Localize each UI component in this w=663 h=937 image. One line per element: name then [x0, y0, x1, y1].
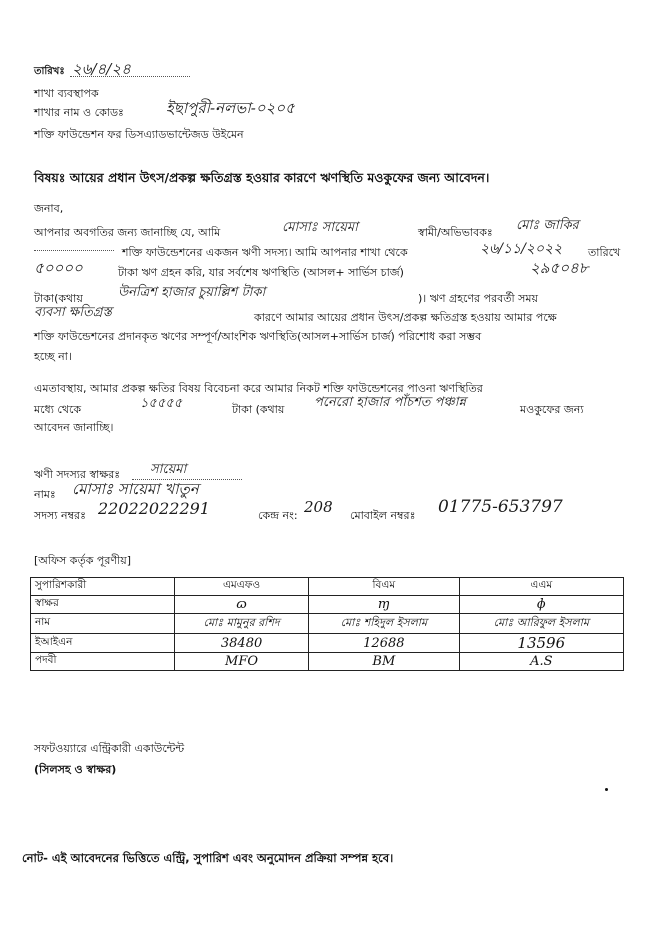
- mfo-designation: MFO: [175, 653, 309, 671]
- p1-balance-words: উনত্রিশ হাজার চুয়াল্লিশ টাকা: [118, 285, 266, 300]
- center-value: 208: [304, 498, 333, 516]
- p2-text-a: এমতাবস্থায়, আমার প্রকল্প ক্ষতির বিষয় বিবেচনা করে আমার নিকট শক্তি ফাউন্ডেশনের পাওনা ঋণস্থিতির: [34, 382, 483, 395]
- member-name-value: মোসাঃ সায়েমা খাতুন: [72, 480, 199, 498]
- p1-reason: ব্যবসা ক্ষতিগ্রস্ত: [34, 305, 112, 320]
- subject-line: বিষয়ঃ আয়ের প্রধান উৎস/প্রকল্প ক্ষতিগ্রস্ত হওয়ার কারণে ঋণস্থিতি মওকুফের জন্য আবেদন।: [34, 170, 490, 185]
- am-designation: A.S: [459, 653, 623, 671]
- table-row-name: [31, 614, 624, 634]
- bm-signature: ɱ: [309, 596, 459, 614]
- p1-blank-line: [34, 250, 114, 251]
- member-no-label: সদস্য নম্বরঃ: [34, 509, 86, 522]
- row-label-signature: স্বাক্ষর: [31, 596, 175, 614]
- date-underline: [70, 76, 190, 77]
- date-value: ২৬/৪/২৪: [72, 60, 131, 78]
- member-name-label: নামঃ: [34, 488, 56, 501]
- table-row-signature: [31, 596, 624, 614]
- bm-name: মোঃ শহিদুল ইসলাম: [309, 614, 459, 634]
- table-header-row: [31, 578, 624, 596]
- p1-text-f: টাকা(কথায়: [34, 292, 83, 305]
- mobile-label: মোবাইল নম্বরঃ: [350, 509, 416, 522]
- accountant-label: সফটওয়্যারে এন্ট্রিকারী একাউন্টেন্ট: [34, 742, 185, 755]
- p1-balance: ২৯৫০৪৮: [530, 259, 589, 277]
- branch-value: ইছাপুরী-নলভা-০২০৫: [166, 99, 295, 117]
- p1-text-h: কারণে আমার আয়ের প্রধান উৎস/প্রকল্প ক্ষতিগ্রস্ত হওয়ায় আমার পক্ষে: [254, 311, 557, 324]
- p1-text-d: তারিখে: [588, 246, 621, 259]
- center-label: কেন্দ্র নং:: [258, 509, 298, 522]
- p1-text-j: হচ্ছে না।: [34, 350, 72, 363]
- seal-label: (সিলসহ ও স্বাক্ষর): [34, 763, 117, 776]
- mobile-value: 01775-653797: [438, 497, 563, 517]
- p2-waiver-amount: ১৫৫৫৫: [140, 396, 183, 411]
- p2-text-d: মওকুফের জন্য: [520, 403, 584, 416]
- p1-text-g: )। ঋণ গ্রহণের পরবর্তী সময়: [418, 292, 538, 305]
- branch-label: শাখার নাম ও কোডঃ: [34, 106, 124, 119]
- p1-loan-amount: ৫০০০০: [34, 259, 83, 277]
- p1-text-e: টাকা ঋণ গ্রহন করি, যার সর্বশেষ ঋণস্থিতি (আসল+ সার্ভিস চার্জ): [118, 266, 404, 279]
- mfo-name: মোঃ মামুনুর রশিদ: [175, 614, 309, 634]
- footer-note: নোট- এই আবেদনের ভিত্তিতে এন্ট্রি, সুপারিশ এবং অনুমোদন প্রক্রিয়া সম্পন্ন হবে।: [22, 851, 394, 865]
- bm-designation: BM: [309, 653, 459, 671]
- row-label-designation: পদবী: [31, 653, 175, 671]
- member-no-value: 22022022291: [98, 499, 210, 518]
- mfo-ein: 38480: [175, 634, 309, 653]
- approval-table: [30, 577, 624, 671]
- p1-text-i: শক্তি ফাউন্ডেশনের প্রদানকৃত ঋণের সম্পূর্ণ/আংশিক ঋণস্থিতি(আসল+সার্ভিস চার্জ) পরিশোধ করা সম্ভব: [34, 330, 482, 343]
- col-header-recommender: সুপারিশকারী: [31, 578, 175, 596]
- branch-manager-label: শাখা ব্যবস্থাপক: [34, 87, 99, 100]
- p2-waiver-words: পনেরো হাজার পাঁচশত পঞ্চান্ন: [314, 395, 466, 410]
- member-signature: সায়েমা: [150, 462, 187, 477]
- member-sign-label: ঋণী সদস্যর স্বাক্ষরঃ: [34, 468, 121, 481]
- p2-text-b: মধ্যে থেকে: [34, 403, 82, 416]
- p1-member-name: মোসাঃ সায়েমা: [282, 220, 358, 235]
- bm-ein: 12688: [309, 634, 459, 653]
- p1-guardian-name: মোঃ জাকির: [516, 218, 579, 233]
- p1-text-c: শক্তি ফাউন্ডেশনের একজন ঋণী সদস্য। আমি আপনার শাখা থেকে: [122, 246, 408, 259]
- ink-dot: [605, 788, 608, 791]
- office-heading: [অফিস কর্তৃক পূরণীয়]: [34, 554, 131, 567]
- table-row-ein: [31, 634, 624, 653]
- col-header-bm: বিএম: [309, 578, 459, 596]
- row-label-ein: ইআইএন: [31, 634, 175, 653]
- date-label: তারিখঃ: [34, 66, 65, 77]
- table-row-designation: [31, 653, 624, 671]
- p1-text-a: আপনার অবগতির জন্য জানাচ্ছি যে, আমি: [34, 226, 221, 239]
- p1-text-b: স্বামী/অভিভাবকঃ: [418, 226, 493, 239]
- org-name: শক্তি ফাউন্ডেশন ফর ডিসএ্যাডভান্টেজড উইমেন: [34, 128, 244, 141]
- col-header-mfo: এমএফও: [175, 578, 309, 596]
- p2-text-e: আবেদন জানাচ্ছি।: [34, 421, 114, 434]
- am-ein: 13596: [459, 634, 623, 653]
- salutation: জনাব,: [34, 202, 64, 215]
- p2-text-c: টাকা (কথায়: [232, 403, 285, 416]
- am-signature: ɸ: [459, 596, 623, 614]
- col-header-am: এএম: [459, 578, 623, 596]
- am-name: মোঃ আরিফুল ইসলাম: [459, 614, 623, 634]
- row-label-name: নাম: [31, 614, 175, 634]
- mfo-signature: ɷ: [175, 596, 309, 614]
- p1-loan-date: ২৬/১১/২০২২: [480, 241, 563, 257]
